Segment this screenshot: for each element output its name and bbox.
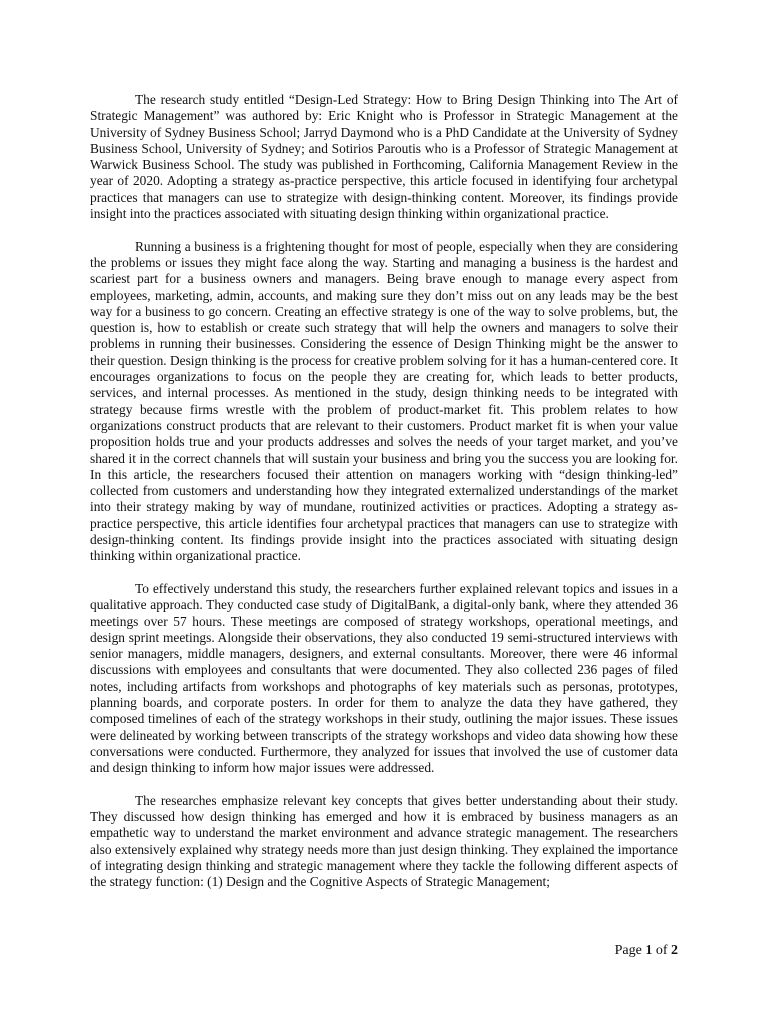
paragraph-key-concepts: The researches emphasize relevant key concepts that gives better understanding about their study. They discussed how design thinking has emerged and how it is embraced by business managers as an empathetic way to understand the market environment and advance strategic management. The researchers also extensively explained why strategy needs more than just design thinking. They explained the importance of integrating design thinking and strategic management where they tackle the following different aspects of the strategy function: (1) Design and the Cognitive Aspects of Strategic Management; [90, 792, 678, 890]
document-page [90, 92, 678, 907]
current-page-number: 1 [645, 943, 653, 958]
of-label: of [655, 943, 668, 958]
page-number-footer [615, 943, 678, 959]
paragraph-methodology: To effectively understand this study, the researchers further explained relevant topics and issues in a qualitative approach. They conducted case study of DigitalBank, a digital-only bank, where they attended 36 meetings over 57 hours. These meetings are composed of strategy workshops, operational meetings, and design sprint meetings. Alongside their observations, they also conducted 19 semi-structured interviews with senior managers, middle managers, designers, and external consultants. Moreover, there were 46 informal discussions with employees and consultants that were documented. They also collected 236 pages of filed notes, including artifacts from workshops and photographs of key materials such as personas, prototypes, planning boards, and corporate posters. In order for them to analyze the data they have gathered, they composed timelines of each of the strategy workshops in their study, outlining the major issues. These issues were delineated by working between transcripts of the strategy workshops and video data showing how these conversations were conducted. Furthermore, they analyzed for issues that involved the use of customer data and design thinking to inform how major issues were addressed. [90, 580, 678, 776]
paragraph-design-thinking: Running a business is a frightening thought for most of people, especially when they are considering the problems or issues they might face along the way. Starting and managing a business is the hardest and scariest part for a business owners and managers. Being brave enough to manage every aspect from employees, marketing, admin, accounts, and making sure they don’t miss out on any leads may be the best way for a business to go concern. Creating an effective strategy is one of the way to solve problems, but, the question is, how to establish or create such strategy that will help the owners and managers to solve their problems in running their businesses. Considering the essence of Design Thinking might be the answer to their question. Design thinking is the process for creative problem solving for it has a human-centered core. It encourages organizations to focus on the people they are creating for, which leads to better products, services, and internal processes. As mentioned in the study, design thinking needs to be integrated with strategy because firms wrestle with the problem of product-market fit. This problem relates to how organizations construct products that are relevant to their customers. Product market fit is when your value proposition holds true and your products addresses and solves the needs of your target market, and you’ve shared it in the correct channels that will sustain your business and bring you the success you are looking for. In this article, the researchers focused their attention on managers working with “design thinking-led” collected from customers and understanding how they integrated externalized understandings of the market into their strategy making by way of mundane, routinized activities or practices. Adopting a strategy as-practice perspective, this article identifies four archetypal practices that managers can use to strategize with design-thinking content. Its findings provide insight into the practices associated with situating design thinking within organizational practice. [90, 238, 678, 564]
page-label: Page [614, 943, 642, 958]
paragraph-intro: The research study entitled “Design-Led Strategy: How to Bring Design Thinking into The Art of Strategic Management” was authored by: Eric Knight who is Professor in Strategic Management at the University of Sydney Business School; Jarryd Daymond who is a PhD Candidate at the University of Sydney Business School, University of Sydney; and Sotirios Paroutis who is a Professor of Strategic Management at Warwick Business School. The study was published in Forthcoming, California Management Review in the year of 2020. Adopting a strategy as-practice perspective, this article focused in identifying four archetypal practices that managers can use to strategize with design-thinking content. Moreover, its findings provide insight into the practices associated with situating design thinking within organizational practice. [90, 92, 678, 222]
total-pages-number: 2 [671, 943, 678, 958]
